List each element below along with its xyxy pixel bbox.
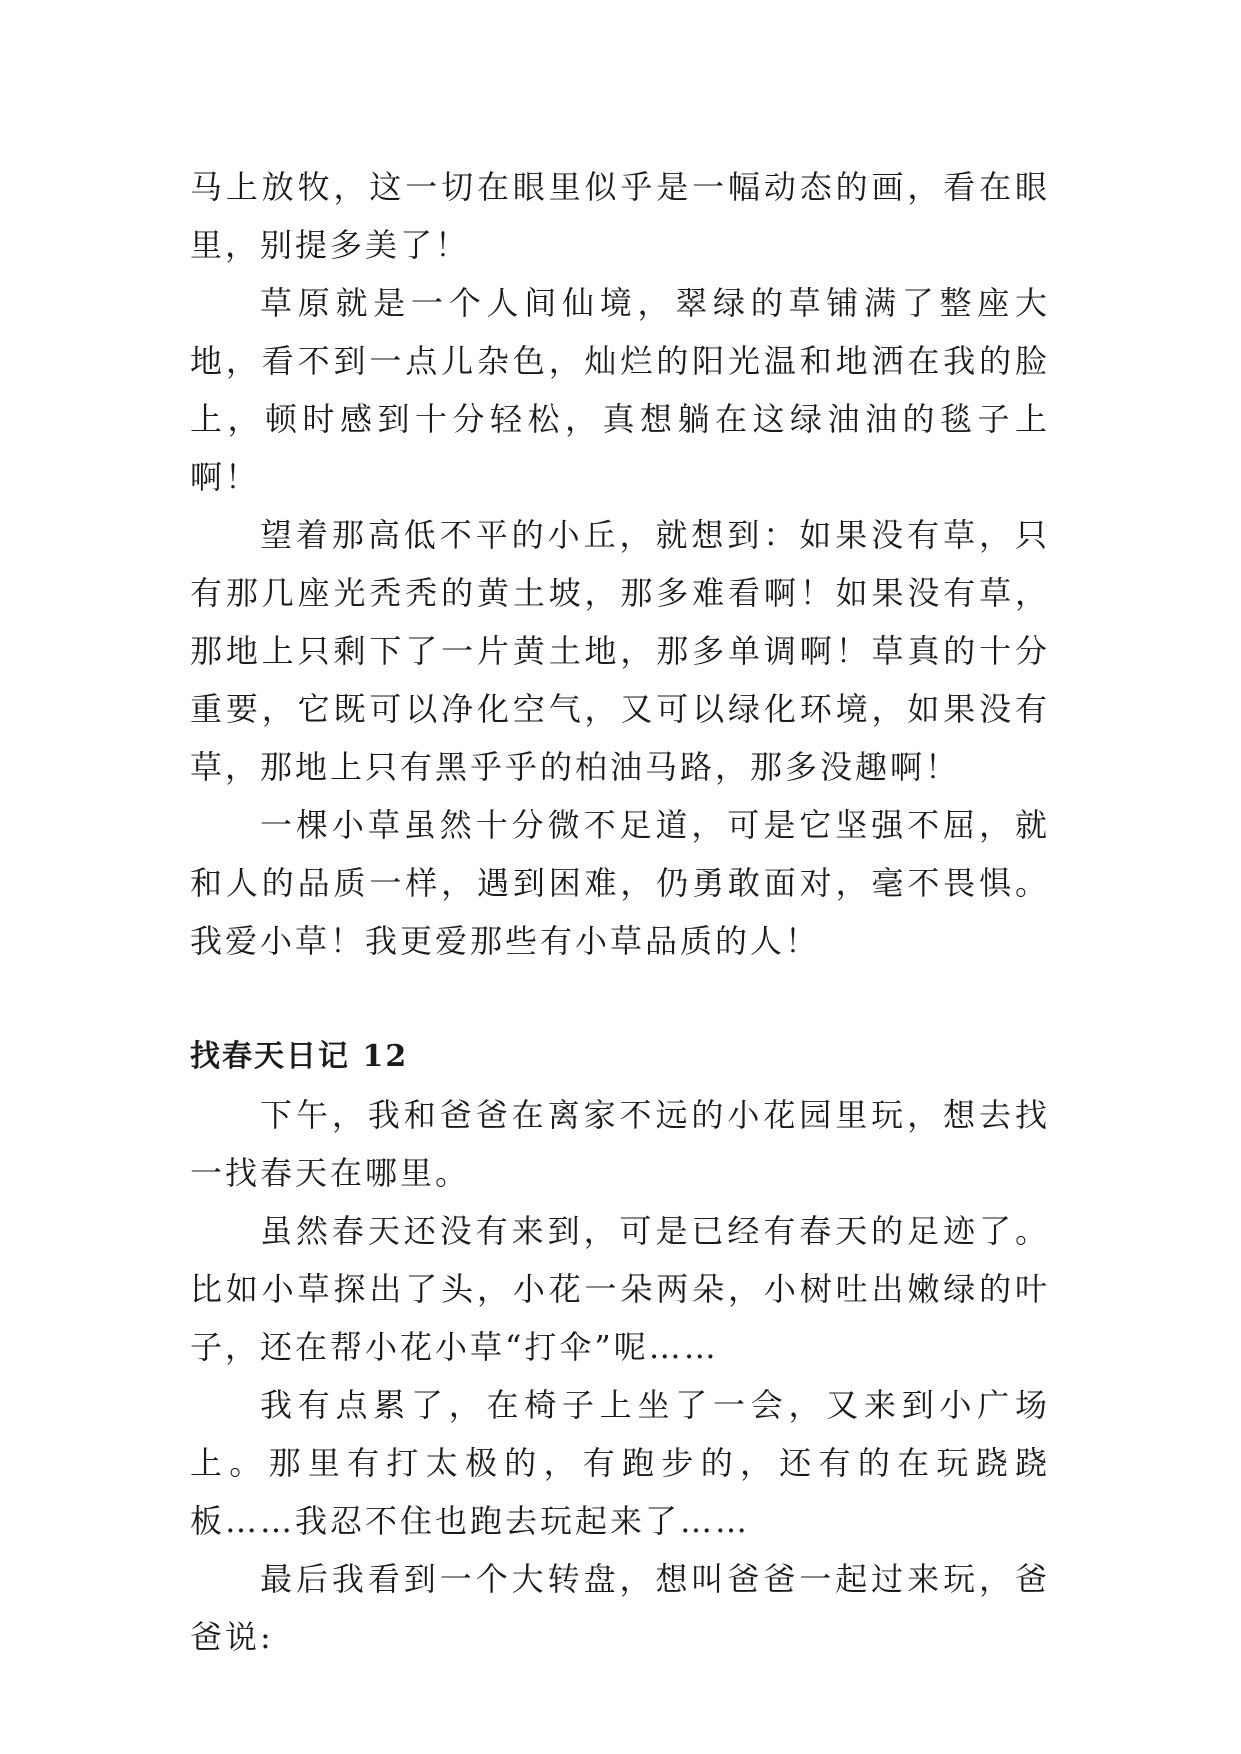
paragraph-5: 下午，我和爸爸在离家不远的小花园里玩，想去找一找春天在哪里。 <box>190 1096 1050 1192</box>
document-body <box>190 158 1050 1666</box>
paragraph-1: 马上放牧，这一切在眼里似乎是一幅动态的画，看在眼里，别提多美了！ <box>190 168 1050 264</box>
paragraph-7: 我有点累了，在椅子上坐了一会，又来到小广场上。那里有打太极的，有跑步的，还有的在玩跷跷板……我忍不住也跑去玩起来了…… <box>190 1386 1050 1540</box>
paragraph-8: 最后我看到一个大转盘，想叫爸爸一起过来玩，爸爸说: <box>190 1560 1050 1656</box>
section-title: 找春天日记 12 <box>190 1039 409 1074</box>
paragraph-2: 草原就是一个人间仙境，翠绿的草铺满了整座大地，看不到一点儿杂色，灿烂的阳光温和地洒在我的脸上，顿时感到十分轻松，真想躺在这绿油油的毯子上啊！ <box>190 284 1050 496</box>
paragraph-4: 一棵小草虽然十分微不足道，可是它坚强不屈，就和人的品质一样，遇到困难，仍勇敢面对，毫不畏惧。我爱小草！我更爱那些有小草品质的人！ <box>190 806 1050 960</box>
paragraph-3: 望着那高低不平的小丘，就想到：如果没有草，只有那几座光秃秃的黄土坡，那多难看啊！如果没有草，那地上只剩下了一片黄土地，那多单调啊！草真的十分重要，它既可以净化空气，又可以绿化环境，如果没有草，那地上只有黑乎乎的柏油马路，那多没趣啊！ <box>190 516 1050 786</box>
paragraph-6: 虽然春天还没有来到，可是已经有春天的足迹了。比如小草探出了头，小花一朵两朵，小树吐出嫩绿的叶子，还在帮小花小草“打伞”呢…… <box>190 1212 1050 1366</box>
